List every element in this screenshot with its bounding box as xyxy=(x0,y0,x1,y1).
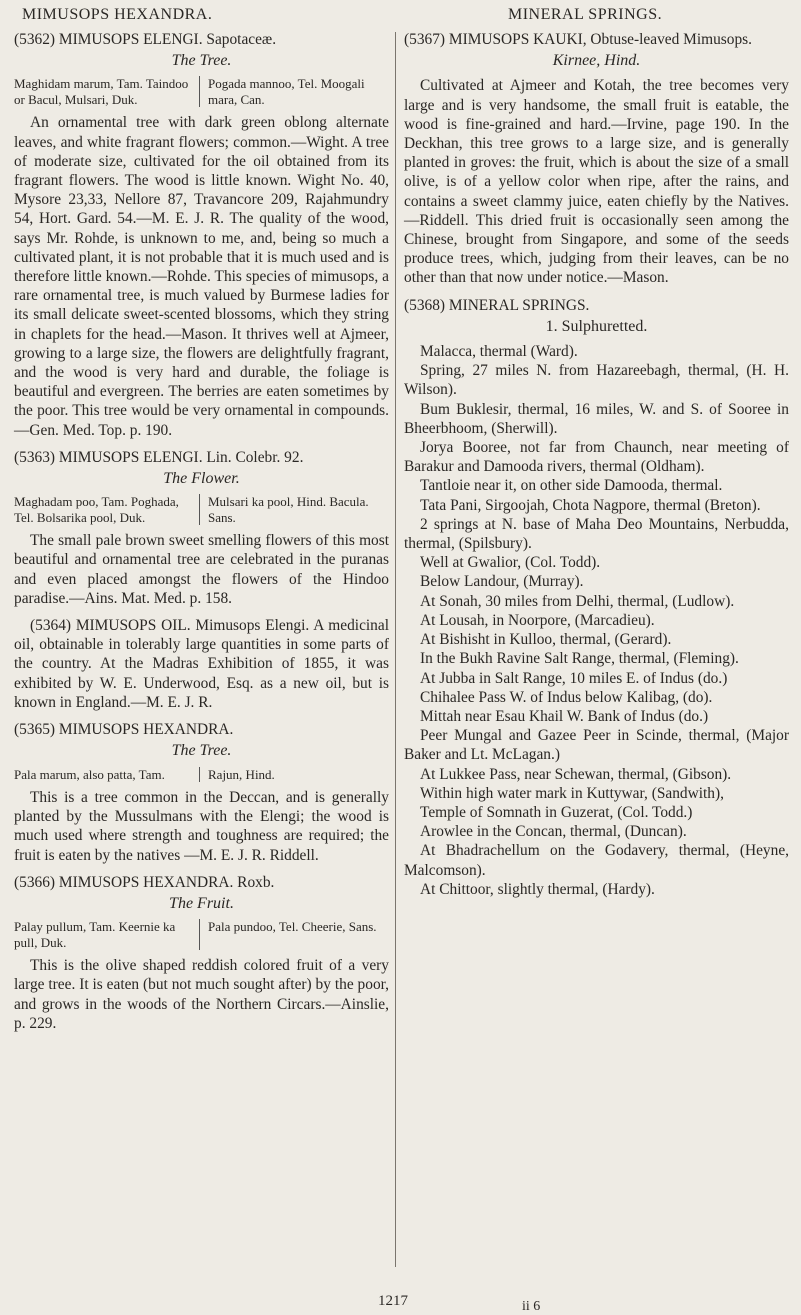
spring-entry: In the Bukh Ravine Salt Range, thermal, (Fleming). xyxy=(420,650,739,668)
entry-5362-body: An ornamental tree with dark green oblong alternate leaves, and white fragrant flowers; common.—Wight. A tree of moderate size, cultivated for the oil obtained from its fragrant flowers. The wood is little known. Wight No. 40, Mysore 23,33, Nellore 87, Travancore 209, Rajahmundry 54, Hort. Gard. 54.—M. E. J. R. The quality of the wood, says Mr. Rohde, is unknown to me, and, being so much a cultivated plant, it is not probable that it is much used and is therefore little known.—Rohde. This species of mimusops, a rare ornamental tree, is much valued by Burmese ladies for its small delicate sweet-scented blossoms, which they string in chaplets for the head.—Mason. It thrives well at Ajmeer, growing to a large size, the flowers are delightfully fragrant, and the wood is very hard and durable, the foliage is beautiful and evergreen. The berries are eaten sometimes by the poor. This tree would be very ornamental in compounds.—Gen. Med. Top. p. 190. xyxy=(14,114,389,439)
flower-synonyms-right: Mulsari ka pool, Hind. Bacula. Sans. xyxy=(208,494,369,525)
spring-entry: At Jubba in Salt Range, 10 miles E. of Indus (do.) xyxy=(420,669,728,687)
spring-entry: Bum Buklesir, thermal, 16 miles, W. and S. of Sooree in Bheerbhoom, (Sherwill). xyxy=(404,400,789,437)
entry-5364: (5364) MIMUSOPS OIL. Mimusops Elengi. A medicinal oil, obtainable in tolerably large quantities in some parts of the country. At the Madras Exhibition of 1855, it was exhibited by W. E. Underwood, Esq. as a new oil, but is known in England.—M. E. J. R. xyxy=(14,617,389,711)
spring-entry: At Bhadrachellum on the Godavery, thermal, (Heyne, Malcomson). xyxy=(404,842,789,879)
spring-entry: Jorya Booree, not far from Chaunch, near meeting of Barakur and Damooda rivers, thermal (Oldham). xyxy=(404,439,789,476)
spring-entry: Arowlee in the Concan, thermal, (Duncan). xyxy=(420,823,687,841)
entry-5366-body: This is the olive shaped reddish colored fruit of a very large tree. It is eaten (but not much sought after) by the poor, and grows in the woods of the Northern Circars.—Ainslie, p. 229. xyxy=(14,957,389,1032)
left-column xyxy=(14,30,389,1033)
flower-synonyms xyxy=(14,494,389,525)
entry-5362-heading: (5362) MIMUSOPS ELENGI. Sapotaceæ. xyxy=(14,31,277,48)
tree-subheading: The Tree. xyxy=(171,52,232,70)
flower-synonyms-left: Maghadam poo, Tam. Poghada, Tel. Bolsarika pool, Duk. xyxy=(14,494,200,525)
running-head-left: MIMUSOPS HEXANDRA. xyxy=(22,6,213,23)
spring-entry: Malacca, thermal (Ward). xyxy=(420,343,578,361)
tree-synonyms xyxy=(14,76,389,107)
right-column xyxy=(404,30,789,899)
tree2-synonyms xyxy=(14,767,389,783)
entry-5363-body: The small pale brown sweet smelling flowers of this most beautiful and ornamental tree are celebrated in the puranas and even placed amongst the flowers of the Hindoo paradise.—Ains. Mat. Med. p. 158. xyxy=(14,532,389,607)
spring-entry: Mittah near Esau Khail W. Bank of Indus (do.) xyxy=(420,707,709,725)
fruit-subheading: The Fruit. xyxy=(169,895,234,913)
entry-5366-heading: (5366) MIMUSOPS HEXANDRA. Roxb. xyxy=(14,873,275,891)
spring-entry: At Bishisht in Kulloo, thermal, (Gerard). xyxy=(420,631,672,649)
entry-5368-heading: (5368) MINERAL SPRINGS. xyxy=(404,296,590,314)
flower-subheading: The Flower. xyxy=(163,470,240,488)
tree2-subheading: The Tree. xyxy=(171,742,232,760)
tree-synonyms-right: Pogada mannoo, Tel. Moogali mara, Can. xyxy=(208,76,365,107)
springs-list xyxy=(404,342,789,899)
spring-entry: Well at Gwalior, (Col. Todd). xyxy=(420,554,601,572)
tree-synonyms-left: Maghidam marum, Tam. Taindoo or Bacul, Mulsari, Duk. xyxy=(14,76,200,107)
fruit-synonyms xyxy=(14,919,389,950)
spring-entry: 2 springs at N. base of Maha Deo Mountains, Nerbudda, thermal, (Spilsbury). xyxy=(404,515,789,553)
tree2-synonyms-right: Rajun, Hind. xyxy=(208,766,275,782)
spring-entry: Tantloie near it, on other side Damooda, thermal. xyxy=(420,477,723,495)
sulphuretted-subheading: 1. Sulphuretted. xyxy=(545,317,648,335)
spring-entry: At Lousah, in Noorpore, (Marcadieu). xyxy=(420,611,655,629)
spring-entry: Tata Pani, Sirgoojah, Chota Nagpore, thermal (Breton). xyxy=(420,496,761,514)
spring-entry: Within high water mark in Kuttywar, (Sandwith), xyxy=(420,784,724,802)
signature-mark: ii 6 xyxy=(522,1299,541,1314)
page-number: 1217 xyxy=(378,1293,408,1309)
spring-entry: Below Landour, (Murray). xyxy=(420,573,584,591)
entry-5367-body: Cultivated at Ajmeer and Kotah, the tree becomes very large and is very handsome, the small fruit is eatable, the wood is fine-grained and hard.—Irvine, page 190. In the Deckhan, this tree grows to a large size, and is generally planted in groves: the fruit, which is about the size of a small olive, is of a yellow color when ripe, after the rains, and contains a sweet clammy juice, eaten chiefly by the Natives.—Riddell. This dried fruit is occasionally seen among the Chinese, brought from Singapore, and some of the seeds produce trees, which, judging from their leaves, can be no other than that now under notice.—Mason. xyxy=(404,77,789,287)
spring-entry: Peer Mungal and Gazee Peer in Scinde, thermal, (Major Baker and Lt. McLagan.) xyxy=(404,727,789,764)
spring-entry: Temple of Somnath in Guzerat, (Col. Todd.) xyxy=(420,803,693,821)
spring-entry: Spring, 27 miles N. from Hazareebagh, thermal, (H. H. Wilson). xyxy=(404,362,789,399)
fruit-synonyms-right: Pala pundoo, Tel. Cheerie, Sans. xyxy=(208,919,377,935)
tree2-synonyms-left: Pala marum, also patta, Tam. xyxy=(14,767,200,783)
column-divider xyxy=(395,32,396,1267)
fruit-synonyms-left: Palay pullum, Tam. Keernie ka pull, Duk. xyxy=(14,919,200,950)
spring-entry: At Chittoor, slightly thermal, (Hardy). xyxy=(420,880,655,898)
entry-5367-synonym: Kirnee, Hind. xyxy=(552,52,641,70)
spring-entry: Chihalee Pass W. of Indus below Kalibag, (do). xyxy=(420,688,713,706)
entry-5363-heading: (5363) MIMUSOPS ELENGI. Lin. Colebr. 92. xyxy=(14,448,304,466)
running-head-right: MINERAL SPRINGS. xyxy=(508,6,663,23)
entry-5365-heading: (5365) MIMUSOPS HEXANDRA. xyxy=(14,721,234,739)
spring-entry: At Sonah, 30 miles from Delhi, thermal, (Ludlow). xyxy=(420,592,735,610)
entry-5367-heading: (5367) MIMUSOPS KAUKI, Obtuse-leaved Mimusops. xyxy=(404,31,752,48)
entry-5365-body: This is a tree common in the Deccan, and is generally planted by the Mussulmans with the Elengi; the wood is much used where strength and toughness are required; the fruit is eaten by the natives —M. E. J. R. Riddell. xyxy=(14,789,389,864)
spring-entry: At Lukkee Pass, near Schewan, thermal, (Gibson). xyxy=(420,765,732,783)
